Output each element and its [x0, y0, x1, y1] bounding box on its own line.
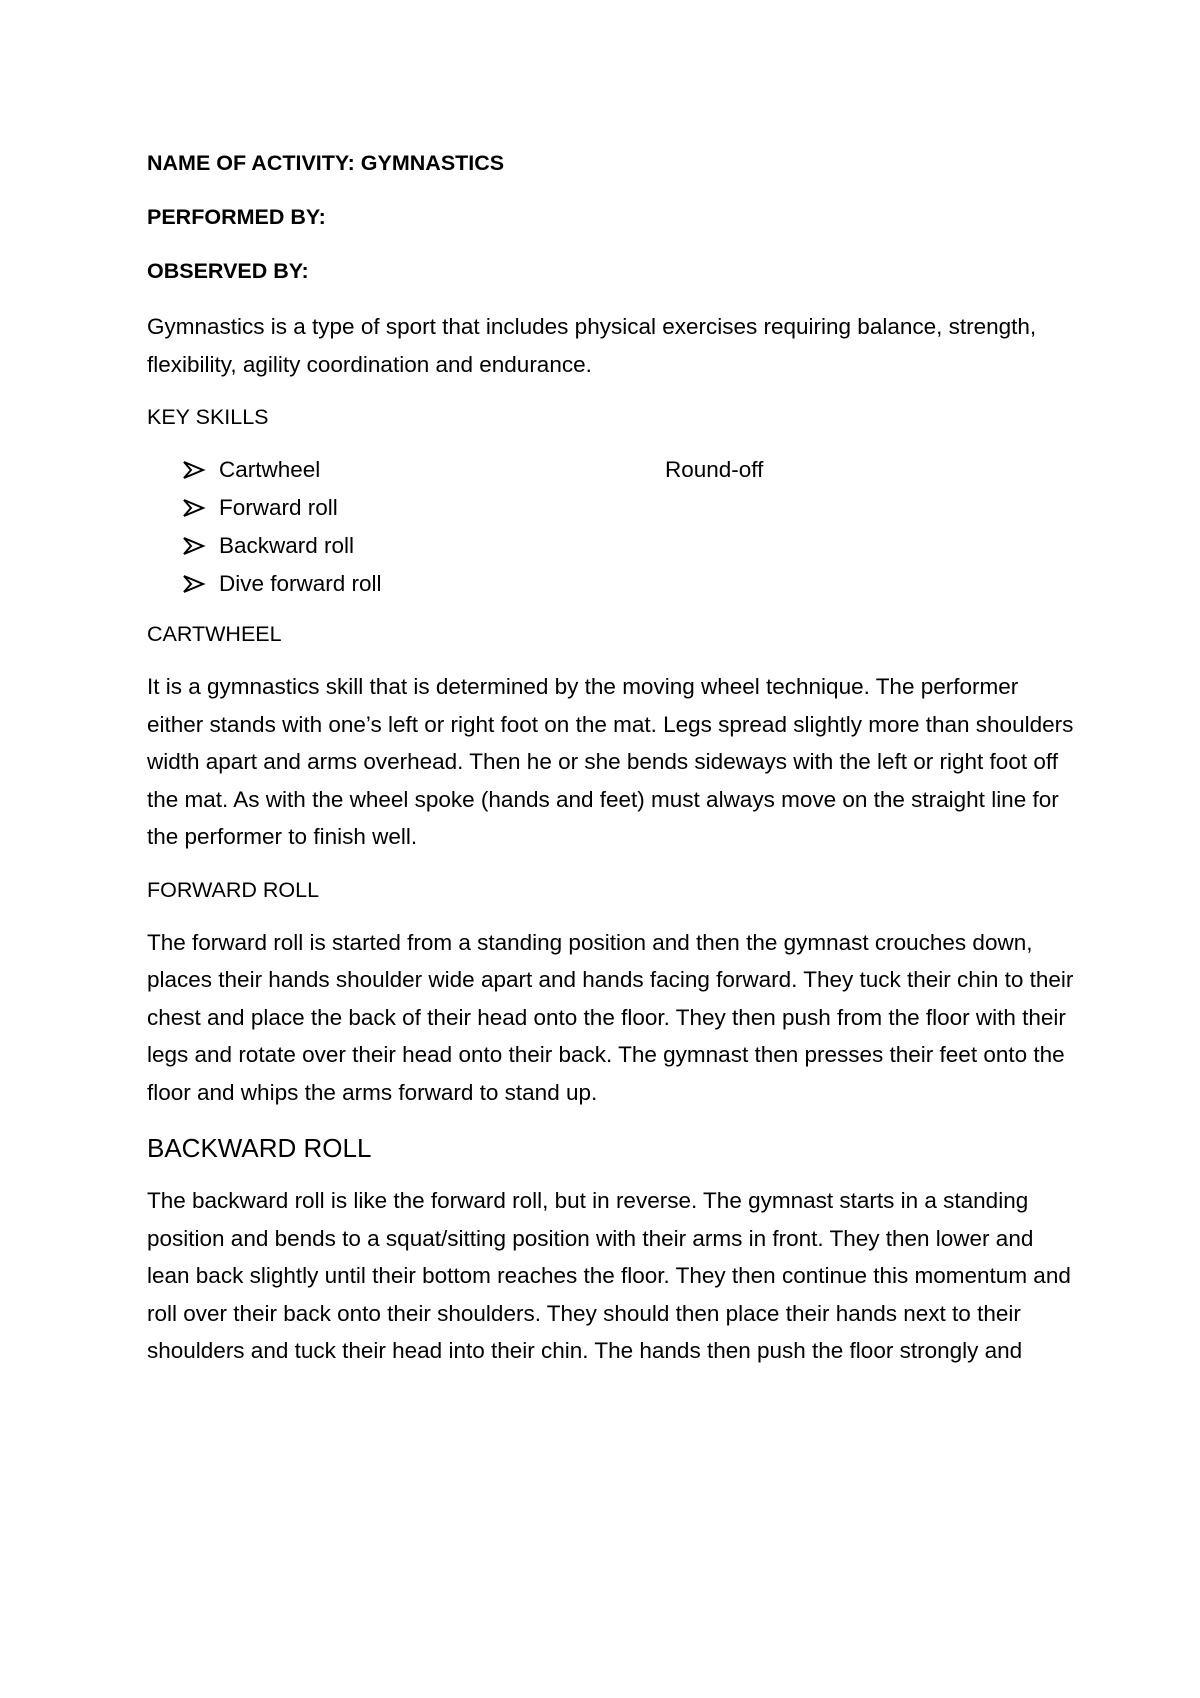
skill-label: Cartwheel — [219, 457, 321, 482]
performed-by-label: PERFORMED BY: — [147, 205, 326, 229]
arrowhead-bullet-icon — [182, 451, 206, 489]
list-item — [147, 489, 1077, 527]
arrowhead-bullet-icon — [182, 489, 206, 527]
backward-roll-paragraph: The backward roll is like the forward roll, but in reverse. The gymnast starts in a standing position and bends to a squat/sitting position with their arms in front. They then lower and lean back slightly until their bottom reaches the floor. They then continue this momentum and roll over their back onto their shoulders. They should then place their hands next to their shoulders and tuck their head into their chin. The hands then push the floor strongly and — [147, 1188, 1071, 1363]
activity-name: NAME OF ACTIVITY: GYMNASTICS — [147, 151, 505, 175]
intro-paragraph: Gymnastics is a type of sport that includes physical exercises requiring balance, strength, flexibility, agility coordination and endurance. — [147, 314, 1037, 377]
cartwheel-paragraph: It is a gymnastics skill that is determined by the moving wheel technique. The performer either stands with one’s left or right foot on the mat. Legs spread slightly more than shoulders width apart and arms overhead. Then he or she bends sideways with the left or right foot off the mat. As with the wheel spoke (hands and feet) must always move on the straight line for the performer to finish well. — [147, 674, 1074, 849]
skill-label: Backward roll — [219, 533, 355, 558]
document-content — [147, 146, 1077, 1387]
observed-by-label: OBSERVED BY: — [147, 259, 309, 283]
skill-label: Forward roll — [219, 495, 338, 520]
list-item — [147, 565, 1077, 603]
cartwheel-heading: CARTWHEEL — [147, 622, 282, 646]
list-item — [147, 451, 1077, 489]
key-skills-list — [147, 451, 1077, 603]
skill-label: Dive forward roll — [219, 571, 382, 596]
backward-roll-heading: BACKWARD ROLL — [147, 1133, 372, 1163]
arrowhead-bullet-icon — [182, 565, 206, 603]
key-skills-heading: KEY SKILLS — [147, 405, 269, 429]
forward-roll-heading: FORWARD ROLL — [147, 877, 320, 902]
forward-roll-paragraph: The forward roll is started from a standing position and then the gymnast crouches down, places their hands shoulder wide apart and hands facing forward. They tuck their chin to their chest and place the back of their head onto the floor. They then push from the floor with their legs and rotate over their head onto their back. The gymnast then presses their feet onto the floor and whips the arms forward to stand up. — [147, 929, 1074, 1105]
skill-round-off: Round-off — [665, 457, 764, 482]
arrowhead-bullet-icon — [182, 527, 206, 565]
list-item — [147, 527, 1077, 565]
